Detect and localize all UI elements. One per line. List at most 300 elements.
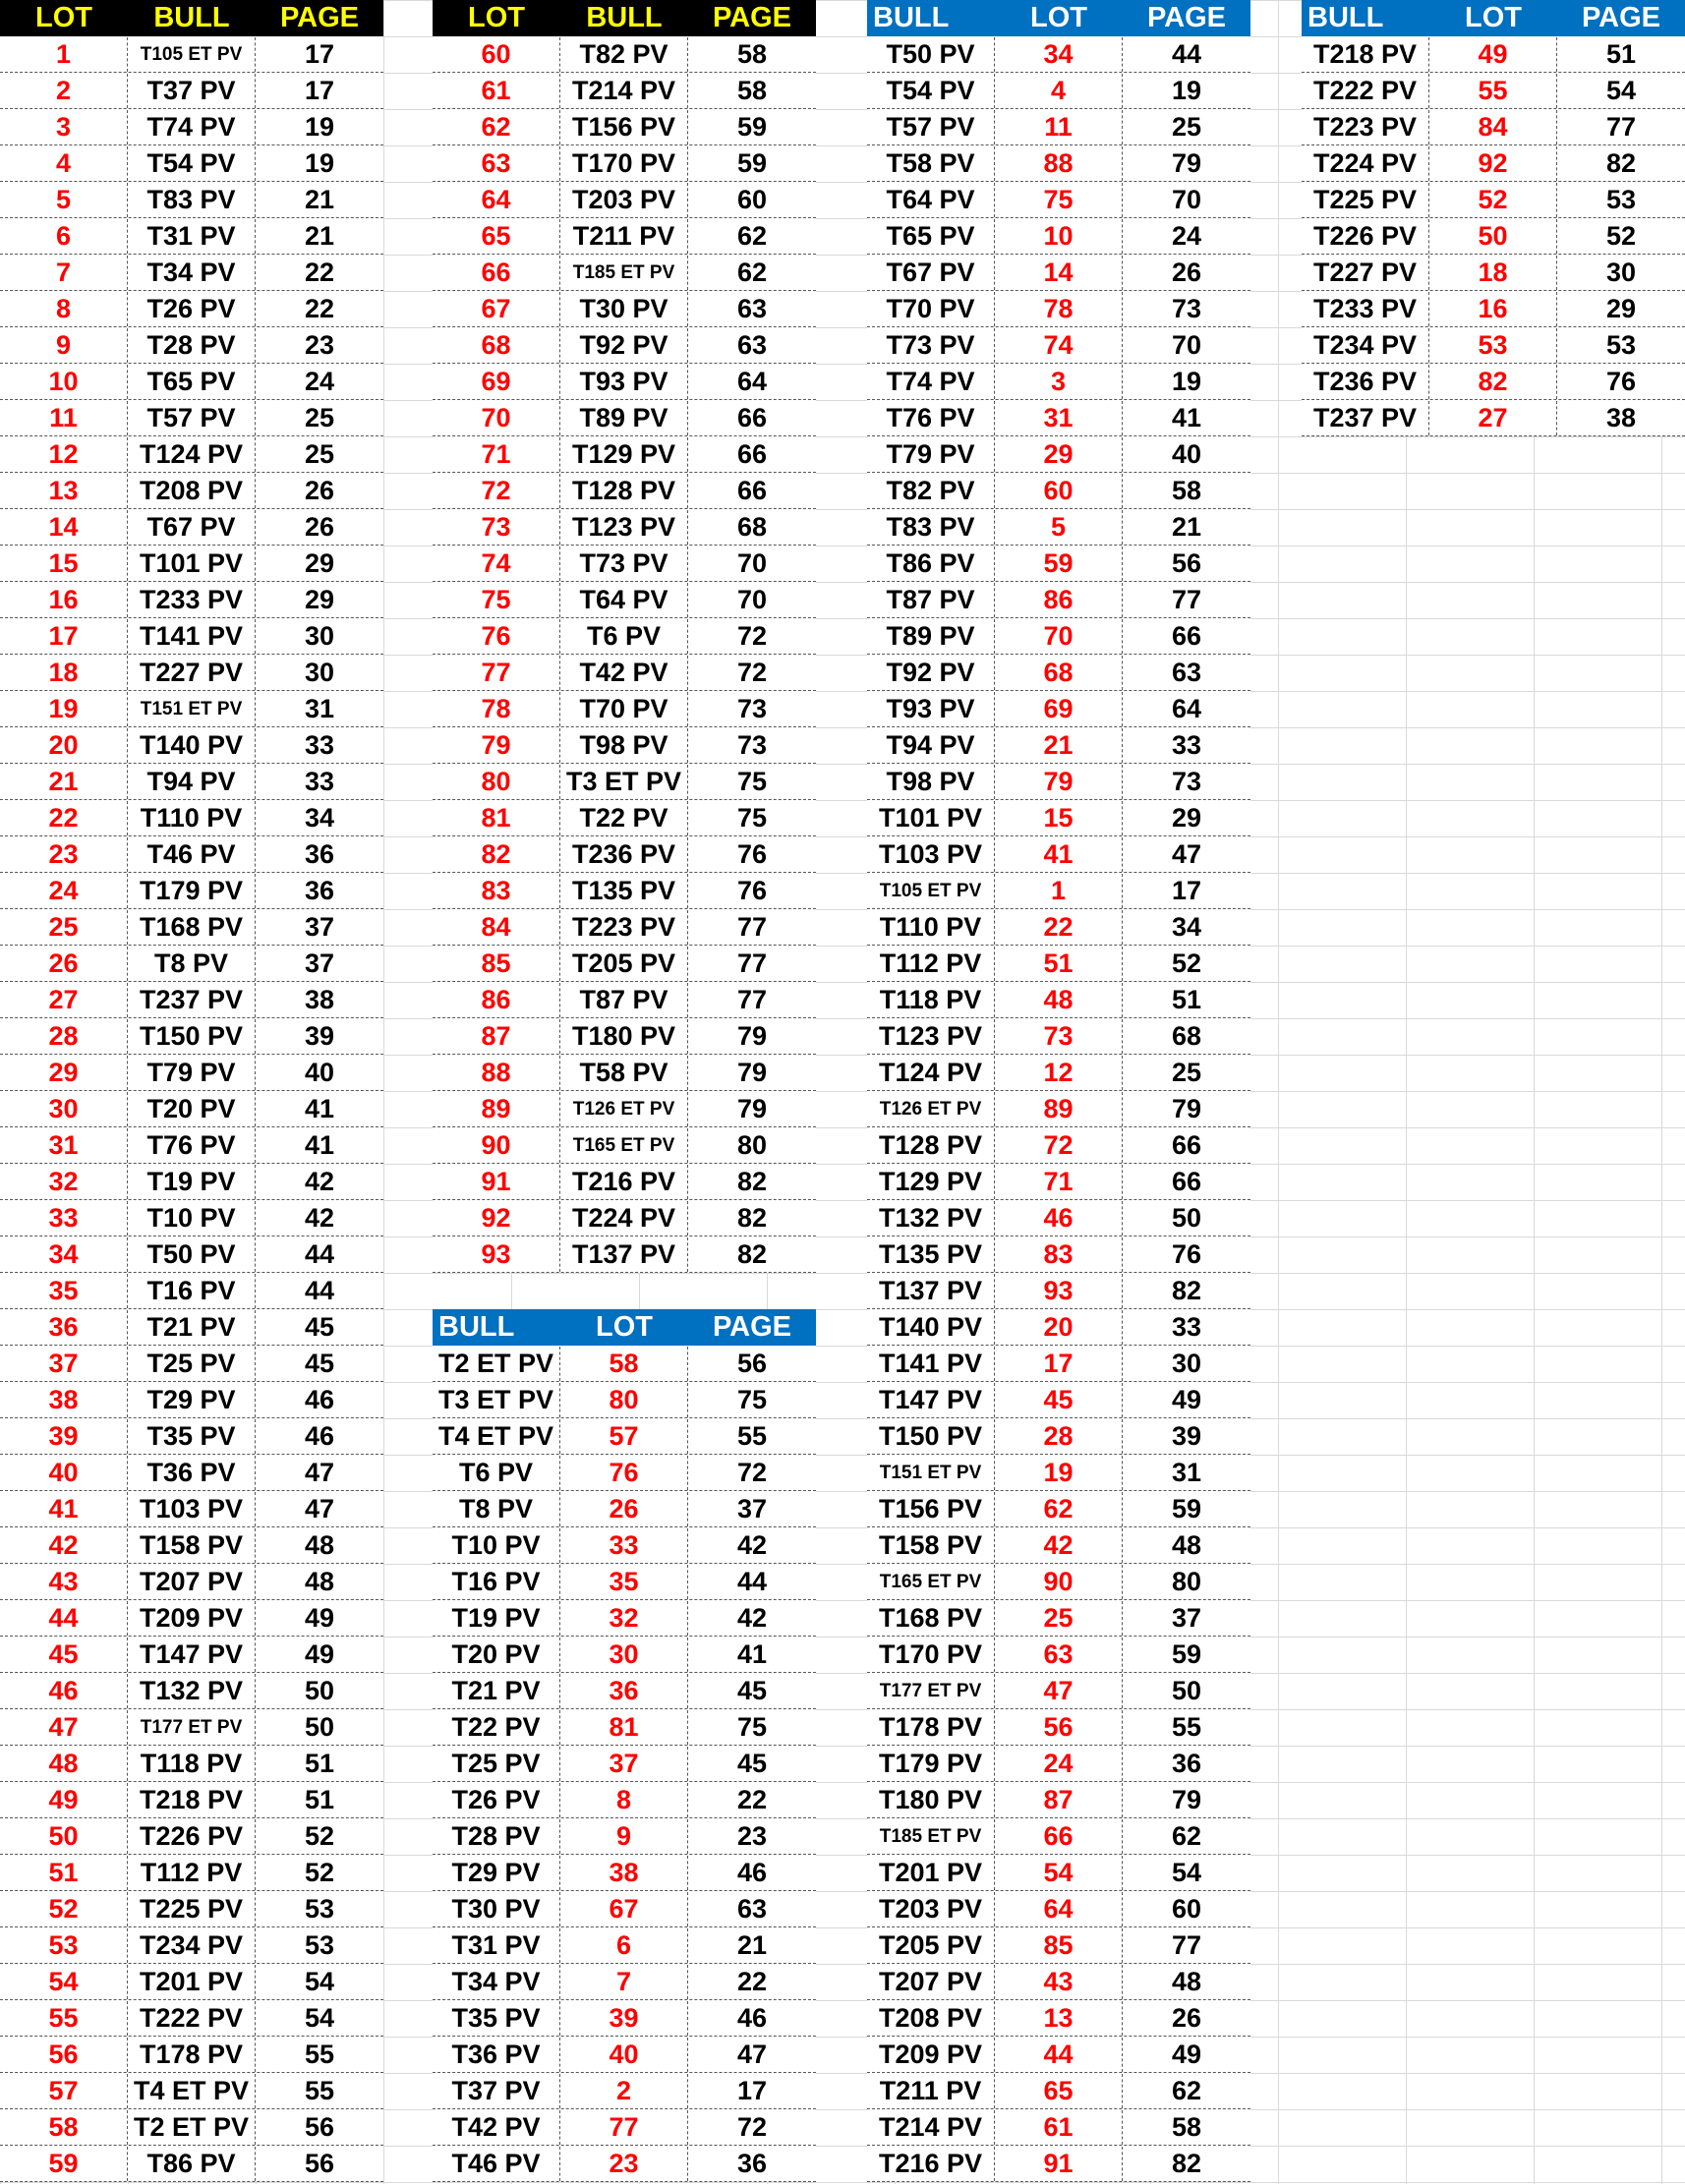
lot-number-cell: 65 (433, 219, 560, 254)
page-number-cell: 68 (1171, 1020, 1202, 1051)
bull-name-cell: T128 PV (867, 1128, 995, 1163)
page-number-cell: 22 (736, 1784, 768, 1814)
table-row (867, 1818, 1250, 1855)
lot-number-cell: 30 (560, 1638, 688, 1672)
header-page: PAGE (1146, 2, 1227, 33)
lot-number-cell: 79 (433, 728, 560, 763)
bull-name-cell: T76 PV (128, 1128, 256, 1163)
lot-number-cell: 88 (433, 1056, 560, 1090)
lot-number-cell: 41 (0, 1492, 128, 1526)
bull-name-cell: T94 PV (867, 728, 995, 763)
table-row (0, 1637, 383, 1673)
table-row (0, 1964, 383, 2000)
page-number-cell: 66 (1171, 1129, 1202, 1160)
lot-number-cell: 82 (1429, 365, 1557, 399)
lot-number-cell: 77 (433, 656, 560, 690)
lot-number-cell: 6 (560, 1928, 688, 1963)
bull-name-cell: T93 PV (867, 692, 995, 726)
lot-number-cell: 50 (0, 1819, 128, 1854)
page-number-cell: 75 (736, 802, 768, 833)
page-number-cell: 45 (736, 1675, 768, 1705)
table-row (867, 655, 1250, 691)
table-row (0, 1055, 383, 1091)
page-number-cell: 34 (304, 802, 335, 833)
page-number-cell: 66 (1171, 1166, 1202, 1196)
lot-number-cell: 19 (995, 1456, 1123, 1490)
lot-number-cell: 53 (0, 1928, 128, 1963)
page-number-cell: 29 (1171, 802, 1202, 833)
table-row (0, 1673, 383, 1709)
bull-name-cell: T2 ET PV (433, 1347, 560, 1381)
bull-name-cell: T185 ET PV (867, 1819, 995, 1854)
bull-name-cell: T227 PV (1302, 256, 1429, 290)
page-number-cell: 73 (736, 693, 768, 723)
table-row (433, 2146, 816, 2182)
lot-number-cell: 85 (433, 947, 560, 981)
table-row (0, 473, 383, 509)
page-number-cell: 77 (1171, 1929, 1202, 1960)
bull-name-cell: T101 PV (128, 546, 256, 581)
bull-name-cell: T82 PV (867, 474, 995, 508)
page-number-cell: 24 (1171, 220, 1202, 251)
lot-number-cell: 67 (433, 292, 560, 326)
bull-name-cell: T118 PV (867, 983, 995, 1017)
table-row (0, 1491, 383, 1527)
table-row (0, 1200, 383, 1236)
lot-number-cell: 22 (995, 910, 1123, 945)
table-row (867, 1164, 1250, 1200)
page-number-cell: 51 (304, 1784, 335, 1814)
page-number-cell: 51 (1171, 984, 1202, 1014)
page-number-cell: 54 (304, 2002, 335, 2033)
table-row (1302, 109, 1685, 145)
bull-name-cell: T168 PV (867, 1601, 995, 1636)
table-row (0, 182, 383, 218)
page-number-cell: 62 (1171, 1820, 1202, 1851)
table-row (433, 1127, 816, 1164)
bull-name-cell: T105 ET PV (128, 37, 256, 72)
lot-number-cell: 90 (433, 1128, 560, 1163)
lot-number-cell: 4 (995, 74, 1123, 108)
bull-name-cell: T92 PV (867, 656, 995, 690)
page-number-cell: 48 (1171, 1529, 1202, 1560)
lot-number-cell: 41 (995, 837, 1123, 872)
bull-name-cell: T46 PV (128, 837, 256, 872)
lot-number-cell: 21 (995, 728, 1123, 763)
page-number-cell: 75 (736, 766, 768, 796)
table-row (867, 36, 1250, 73)
lot-number-cell: 23 (560, 2147, 688, 2181)
lot-number-cell: 12 (0, 437, 128, 472)
page-number-cell: 79 (1171, 147, 1202, 178)
bull-name-cell: T110 PV (867, 910, 995, 945)
bull-name-cell: T218 PV (128, 1783, 256, 1817)
page-number-cell: 21 (736, 1929, 768, 1960)
table-row (433, 1927, 816, 1964)
page-number-cell: 77 (1171, 584, 1202, 614)
bull-name-cell: T28 PV (128, 328, 256, 363)
table-row (867, 982, 1250, 1018)
bull-name-cell: T205 PV (867, 1928, 995, 1963)
page-number-cell: 37 (736, 1493, 768, 1523)
bull-name-cell: T87 PV (867, 583, 995, 617)
bull-name-cell: T124 PV (867, 1056, 995, 1090)
lot-number-cell: 14 (0, 510, 128, 545)
page-number-cell: 42 (304, 1166, 335, 1196)
table-row (0, 1746, 383, 1782)
bull-name-cell: T177 ET PV (867, 1674, 995, 1708)
lot-number-cell: 32 (0, 1165, 128, 1199)
bull-name-cell: T158 PV (128, 1528, 256, 1563)
table-row (867, 1891, 1250, 1927)
header-page: PAGE (712, 2, 792, 33)
bull-name-cell: T10 PV (433, 1528, 560, 1563)
page-number-cell: 52 (304, 1857, 335, 1887)
bull-name-cell: T203 PV (867, 1892, 995, 1926)
lot-number-cell: 71 (433, 437, 560, 472)
table-row (867, 1964, 1250, 2000)
lot-number-cell: 42 (995, 1528, 1123, 1563)
table-row (867, 1709, 1250, 1746)
bull-name-cell: T128 PV (560, 474, 688, 508)
lot-number-cell: 6 (0, 219, 128, 254)
table-row (0, 2000, 383, 2037)
page-number-cell: 79 (736, 1057, 768, 1087)
page-number-cell: 75 (736, 1384, 768, 1414)
lot-number-cell: 87 (433, 1019, 560, 1054)
table-row (0, 1818, 383, 1855)
bull-name-cell: T6 PV (433, 1456, 560, 1490)
lot-number-cell: 31 (995, 401, 1123, 435)
table-row (433, 1091, 816, 1127)
table-row (867, 182, 1250, 218)
table-row (433, 473, 816, 509)
lot-number-cell: 15 (0, 546, 128, 581)
table-row (433, 436, 816, 473)
lot-number-cell: 43 (0, 1565, 128, 1599)
bull-index-header-3 (1302, 0, 1685, 36)
table-row (0, 1927, 383, 1964)
table-row (433, 109, 816, 145)
lot-number-cell: 44 (995, 2038, 1123, 2072)
bull-name-cell: T54 PV (867, 74, 995, 108)
bull-name-cell: T222 PV (1302, 74, 1429, 108)
bull-name-cell: T31 PV (433, 1928, 560, 1963)
lot-number-cell: 79 (995, 765, 1123, 799)
page-number-cell: 44 (736, 1566, 768, 1596)
table-row (433, 1018, 816, 1055)
lot-number-cell: 11 (0, 401, 128, 435)
bull-name-cell: T158 PV (867, 1528, 995, 1563)
table-row (867, 255, 1250, 291)
page-number-cell: 41 (1171, 402, 1202, 432)
page-number-cell: 53 (304, 1929, 335, 1960)
table-row (0, 1564, 383, 1600)
lot-number-cell: 70 (995, 619, 1123, 654)
bull-name-cell: T185 ET PV (560, 256, 688, 290)
page-number-cell: 77 (736, 984, 768, 1014)
page-number-cell: 70 (736, 584, 768, 614)
bull-name-cell: T140 PV (867, 1310, 995, 1345)
table-row (0, 1273, 383, 1309)
bull-name-cell: T6 PV (560, 619, 688, 654)
bull-name-cell: T234 PV (1302, 328, 1429, 363)
bull-name-cell: T124 PV (128, 437, 256, 472)
lot-number-cell: 7 (0, 256, 128, 290)
page-number-cell: 62 (1171, 2075, 1202, 2105)
lot-number-cell: 62 (433, 110, 560, 144)
bull-name-cell: T65 PV (867, 219, 995, 254)
table-row (0, 218, 383, 255)
lot-number-cell: 19 (0, 692, 128, 726)
lot-number-cell: 59 (0, 2147, 128, 2181)
table-row (867, 1600, 1250, 1637)
table-row (0, 873, 383, 909)
lot-number-cell: 65 (995, 2074, 1123, 2108)
bull-name-cell: T156 PV (560, 110, 688, 144)
table-row (1302, 327, 1685, 364)
lot-number-cell: 16 (0, 583, 128, 617)
bull-name-cell: T64 PV (560, 583, 688, 617)
page-number-cell: 26 (304, 475, 335, 505)
table-row (433, 800, 816, 836)
page-number-cell: 40 (304, 1057, 335, 1087)
page-number-cell: 19 (304, 147, 335, 178)
page-number-cell: 63 (1171, 657, 1202, 687)
bull-name-cell: T208 PV (128, 474, 256, 508)
page-number-cell: 66 (1171, 620, 1202, 651)
table-row (1302, 291, 1685, 327)
table-row (0, 1709, 383, 1746)
lot-number-cell: 75 (995, 183, 1123, 217)
table-row (433, 1709, 816, 1746)
page-number-cell: 82 (1605, 147, 1637, 178)
table-row (1302, 36, 1685, 73)
lot-number-cell: 2 (0, 74, 128, 108)
page-number-cell: 82 (736, 1202, 768, 1233)
lot-number-cell: 47 (0, 1710, 128, 1745)
header-bull: BULL (1307, 2, 1384, 33)
lot-number-cell: 75 (433, 583, 560, 617)
page-number-cell: 19 (304, 111, 335, 142)
table-row (433, 1455, 816, 1491)
bull-name-cell: T150 PV (867, 1419, 995, 1454)
bull-name-cell: T42 PV (433, 2110, 560, 2145)
page-number-cell: 46 (304, 1420, 335, 1451)
lot-number-cell: 33 (560, 1528, 688, 1563)
lot-number-cell: 18 (1429, 256, 1557, 290)
bull-name-cell: T165 ET PV (560, 1128, 688, 1163)
lot-number-cell: 72 (433, 474, 560, 508)
lot-number-cell: 47 (995, 1674, 1123, 1708)
bull-name-cell: T140 PV (128, 728, 256, 763)
lot-number-cell: 15 (995, 801, 1123, 835)
table-row (867, 2037, 1250, 2073)
bull-name-cell: T151 ET PV (867, 1456, 995, 1490)
table-row (433, 73, 816, 109)
table-row (867, 1055, 1250, 1091)
page-number-cell: 77 (736, 948, 768, 978)
table-row (867, 1273, 1250, 1309)
page-number-cell: 55 (736, 1420, 768, 1451)
table-row (1302, 255, 1685, 291)
page-number-cell: 46 (304, 1384, 335, 1414)
bull-name-cell: T86 PV (867, 546, 995, 581)
bull-name-cell: T135 PV (560, 874, 688, 908)
page-number-cell: 30 (304, 620, 335, 651)
page-number-cell: 42 (304, 1202, 335, 1233)
page-number-cell: 64 (1171, 693, 1202, 723)
page-number-cell: 17 (304, 38, 335, 69)
lot-number-cell: 26 (560, 1492, 688, 1526)
lot-number-cell: 24 (0, 874, 128, 908)
lot-number-cell: 70 (433, 401, 560, 435)
table-row (867, 1927, 1250, 1964)
bull-name-cell: T58 PV (560, 1056, 688, 1090)
table-row (433, 1346, 816, 1382)
bull-name-cell: T216 PV (560, 1165, 688, 1199)
lot-number-cell: 87 (995, 1783, 1123, 1817)
bull-name-cell: T8 PV (433, 1492, 560, 1526)
bull-name-cell: T237 PV (128, 983, 256, 1017)
bull-name-cell: T54 PV (128, 146, 256, 181)
bull-name-cell: T50 PV (128, 1237, 256, 1272)
lot-number-cell: 12 (995, 1056, 1123, 1090)
page-number-cell: 34 (1171, 911, 1202, 942)
table-row (433, 1164, 816, 1200)
bull-name-cell: T42 PV (560, 656, 688, 690)
page-number-cell: 76 (1171, 1238, 1202, 1269)
page-number-cell: 70 (1171, 329, 1202, 360)
page-number-cell: 64 (736, 366, 768, 396)
bull-index-rows-1 (433, 1346, 816, 2182)
table-row (433, 873, 816, 909)
bull-name-cell: T180 PV (867, 1783, 995, 1817)
bull-name-cell: T123 PV (560, 510, 688, 545)
table-row (867, 1418, 1250, 1455)
page-number-cell: 23 (304, 329, 335, 360)
bull-name-cell: T147 PV (867, 1383, 995, 1417)
page-number-cell: 41 (304, 1093, 335, 1123)
bull-name-cell: T216 PV (867, 2147, 995, 2181)
lot-number-cell: 29 (995, 437, 1123, 472)
header-lot: LOT (35, 2, 92, 33)
page-number-cell: 82 (736, 1166, 768, 1196)
page-number-cell: 53 (1605, 184, 1637, 214)
page-number-cell: 22 (736, 1966, 768, 1996)
bull-name-cell: T82 PV (560, 37, 688, 72)
table-row (433, 1564, 816, 1600)
table-row (0, 73, 383, 109)
bull-name-cell: T103 PV (128, 1492, 256, 1526)
table-row (433, 218, 816, 255)
bull-name-cell: T37 PV (128, 74, 256, 108)
page-number-cell: 39 (1171, 1420, 1202, 1451)
page-number-cell: 68 (736, 511, 768, 542)
bull-name-cell: T224 PV (1302, 146, 1429, 181)
table-row (433, 1746, 816, 1782)
header-lot: LOT (1030, 2, 1087, 33)
bull-name-cell: T207 PV (128, 1565, 256, 1599)
page-number-cell: 47 (304, 1493, 335, 1523)
lot-number-cell: 34 (0, 1237, 128, 1272)
lot-number-cell: 91 (433, 1165, 560, 1199)
bull-name-cell: T156 PV (867, 1492, 995, 1526)
page-number-cell: 54 (1171, 1857, 1202, 1887)
bull-name-cell: T224 PV (560, 1201, 688, 1236)
lot-number-cell: 25 (0, 910, 128, 945)
page-number-cell: 59 (1171, 1493, 1202, 1523)
page-number-cell: 21 (304, 220, 335, 251)
lot-number-cell: 49 (1429, 37, 1557, 72)
lot-number-cell: 20 (995, 1310, 1123, 1345)
page-number-cell: 33 (1171, 729, 1202, 760)
page-number-cell: 60 (736, 184, 768, 214)
page-number-cell: 55 (304, 2075, 335, 2105)
table-row (433, 1491, 816, 1527)
lot-number-cell: 82 (433, 837, 560, 872)
page-number-cell: 55 (304, 2039, 335, 2069)
table-row (433, 2109, 816, 2146)
bull-name-cell: T236 PV (1302, 365, 1429, 399)
page-number-cell: 41 (736, 1638, 768, 1669)
header-bull: BULL (873, 2, 950, 33)
page-number-cell: 19 (1171, 366, 1202, 396)
lot-index-header-1 (0, 0, 383, 36)
bull-name-cell: T214 PV (867, 2110, 995, 2145)
page-number-cell: 45 (304, 1348, 335, 1378)
bull-name-cell: T21 PV (128, 1310, 256, 1345)
lot-number-cell: 91 (995, 2147, 1123, 2181)
lot-number-cell: 89 (995, 1092, 1123, 1126)
header-bull: BULL (153, 2, 230, 33)
bull-name-cell: T123 PV (867, 1019, 995, 1054)
page-number-cell: 30 (1605, 257, 1637, 287)
bull-name-cell: T236 PV (560, 837, 688, 872)
lot-number-cell: 36 (560, 1674, 688, 1708)
bull-index-rows-2 (867, 36, 1250, 2182)
table-row (0, 400, 383, 436)
bull-name-cell: T57 PV (128, 401, 256, 435)
table-row (433, 182, 816, 218)
page-number-cell: 48 (1171, 1966, 1202, 1996)
table-row (433, 909, 816, 946)
table-row (433, 764, 816, 800)
page-number-cell: 52 (304, 1820, 335, 1851)
bull-index-header-2 (867, 0, 1250, 36)
lot-number-cell: 66 (995, 1819, 1123, 1854)
page-number-cell: 73 (736, 729, 768, 760)
lot-number-cell: 45 (0, 1638, 128, 1672)
bull-name-cell: T94 PV (128, 765, 256, 799)
table-row (1302, 364, 1685, 400)
lot-number-cell: 11 (995, 110, 1123, 144)
lot-number-cell: 68 (995, 656, 1123, 690)
lot-number-cell: 68 (433, 328, 560, 363)
lot-number-cell: 55 (1429, 74, 1557, 108)
bull-name-cell: T65 PV (128, 365, 256, 399)
lot-number-cell: 58 (560, 1347, 688, 1381)
page-number-cell: 72 (736, 2111, 768, 2142)
bull-name-cell: T37 PV (433, 2074, 560, 2108)
table-row (867, 364, 1250, 400)
lot-number-cell: 84 (433, 910, 560, 945)
lot-number-cell: 34 (995, 37, 1123, 72)
bull-name-cell: T16 PV (433, 1565, 560, 1599)
lot-index-rows-1 (0, 36, 383, 2182)
page-number-cell: 66 (736, 438, 768, 469)
bull-name-cell: T31 PV (128, 219, 256, 254)
